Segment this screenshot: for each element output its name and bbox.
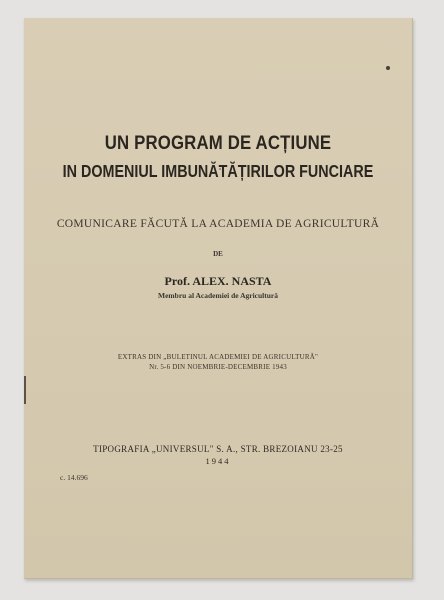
catalog-code: c. 14.696: [60, 473, 88, 482]
title-line-1: UN PROGRAM DE ACȚIUNE: [104, 132, 332, 154]
document-page: [24, 18, 413, 579]
author-name: Prof. ALEX. NASTA: [164, 274, 272, 288]
title-line-2: IN DOMENIUL IMBUNĂTĂȚIRILOR FUNCIARE: [62, 161, 374, 181]
by-label: DE: [213, 250, 223, 258]
author-role: Membru al Academiei de Agricultură: [158, 291, 278, 300]
publication-year: 1944: [205, 456, 231, 466]
extract-line-1: EXTRAS DIN „BULETINUL ACADEMIEI DE AGRICULTURĂ": [117, 353, 319, 361]
printer-line: TIPOGRAFIA „UNIVERSUL" S. A., STR. BREZOIANU 23-25: [93, 444, 343, 454]
subtitle: COMUNICARE FĂCUTĂ LA ACADEMIA DE AGRICULTURĂ: [56, 218, 380, 230]
extract-line-2: Nr. 5-6 DIN NOEMBRIE-DECEMBRIE 1943: [149, 363, 287, 371]
ink-speck: [386, 66, 390, 70]
binding-mark: [24, 376, 26, 404]
